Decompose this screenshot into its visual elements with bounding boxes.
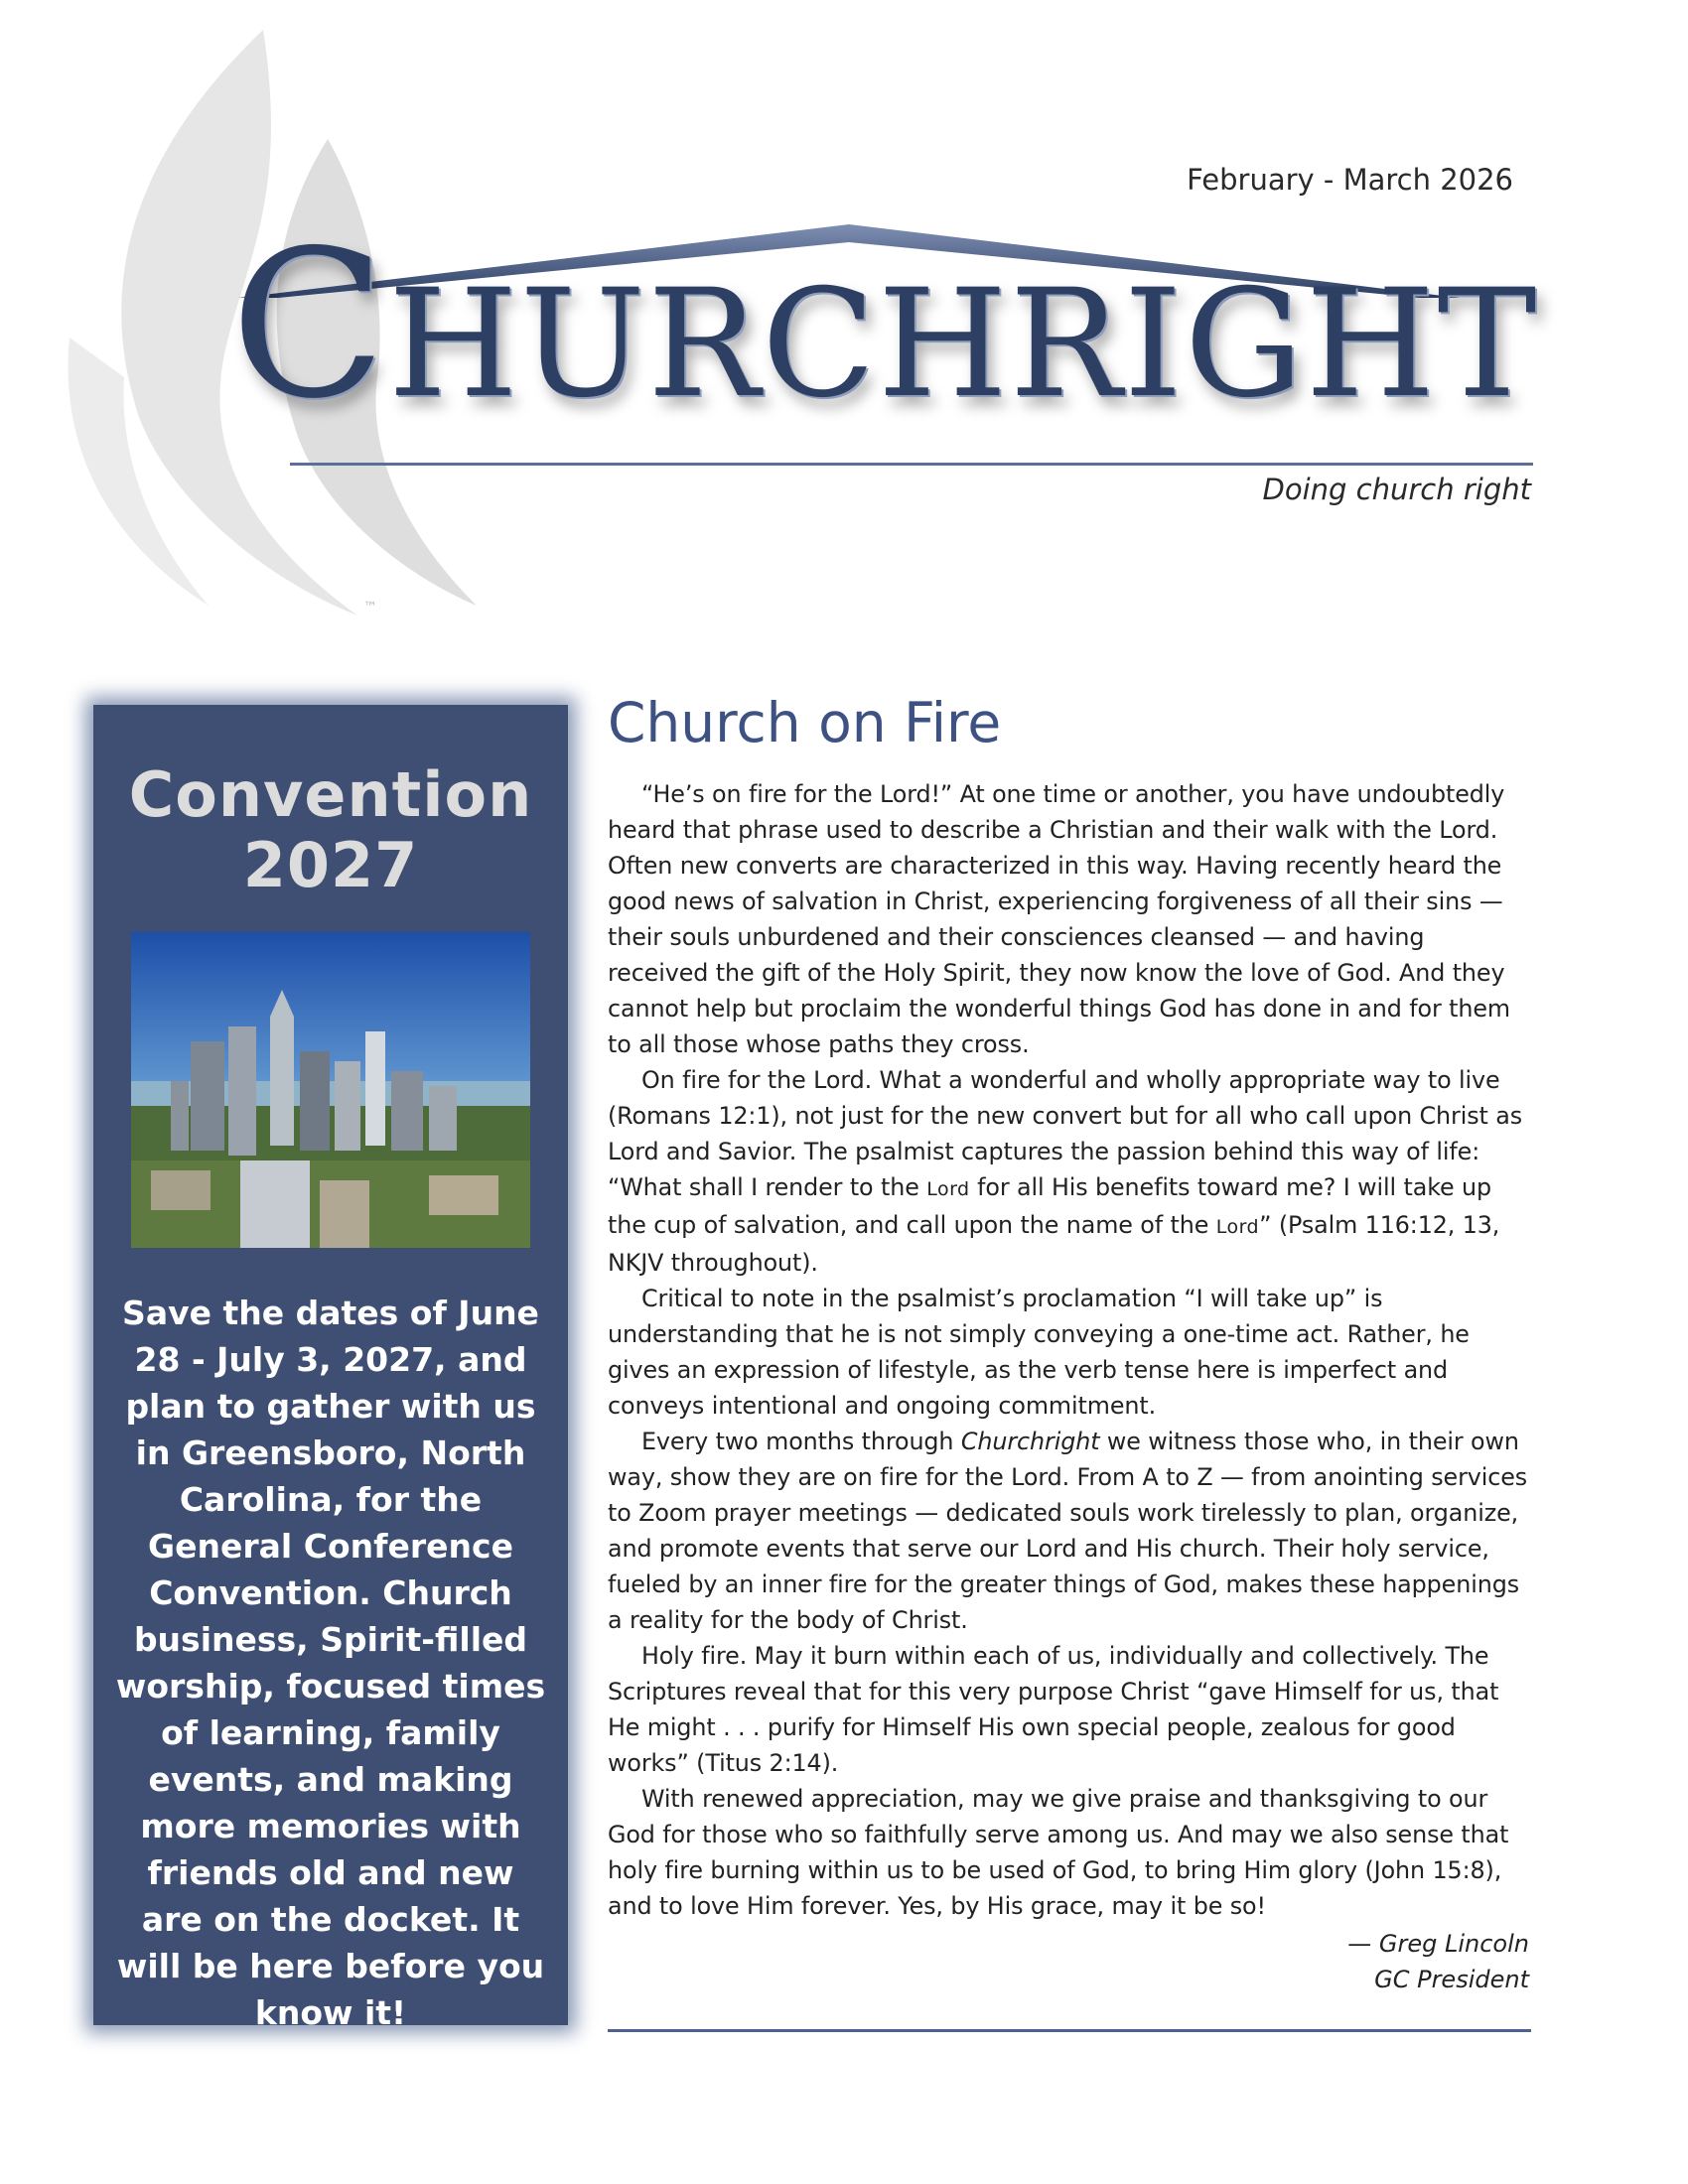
paragraph-text: ” (Psalm 116:12, 13, NKJV throughout). xyxy=(608,1211,1500,1277)
paragraph-text: we witness those who, in their own way, show they are on fire for the Lord. From A to Z — from anointing services to Zoom prayer meetings — dedicated souls work tirelessly to plan, organize, and promote events that serve our Lord and His church. Their holy service, fueled by an inner fire for the greater things of God, makes these happenings a reality for the body of Christ. xyxy=(608,1428,1528,1634)
article-paragraph: With renewed appreciation, may we give praise and thanksgiving to our God for those who so faithfully serve among us. And may we also sense that holy fire burning within us to be used of God, to bring Him glory (John 15:8), and to love Him forever. Yes, by His grace, may it be so! xyxy=(608,1785,1509,1920)
article-title: Church on Fire xyxy=(608,691,1002,754)
article-paragraph: Critical to note in the psalmist’s proclamation “I will take up” is understanding that he is not simply conveying a one-time act. Rather, he gives an expression of lifestyle, as the verb tense here is imperfect and conveys intentional and ongoing commitment. xyxy=(608,1285,1470,1420)
convention-title: Convention 2027 xyxy=(128,758,533,901)
paragraph-text: On fire for the Lord. What a wonderful and wholly appropriate way to live (Romans 12:1), not just for the new convert but for all who call upon Christ as Lord and Savior. The psalmist captures the passion behind this way of life: “What shall I render to the xyxy=(608,1066,1522,1201)
convention-sidebar xyxy=(93,705,568,2033)
masthead-rest: HURCHRIGHT xyxy=(387,258,1539,431)
lord-small-caps: Lord xyxy=(926,1178,970,1200)
lord-small-caps: Lord xyxy=(1215,1216,1260,1238)
paragraph-text: Every two months through xyxy=(641,1428,961,1455)
article-paragraph: “He’s on fire for the Lord!” At one time or another, you have undoubtedly heard that phrase used to describe a Christian and their walk with the Lord. Often new converts are characterized in this way. Having recently heard the good news of salvation in Christ, experiencing forgiveness of all their sins — their souls unburdened and their consciences cleansed — and having received the gift of the Holy Spirit, they now know the love of God. And they cannot help but proclaim the wonderful things God has done in and for them to all those whose paths they cross. xyxy=(608,780,1510,1058)
tagline: Doing church right xyxy=(1262,473,1531,506)
issue-date: February - March 2026 xyxy=(1187,163,1513,197)
article-paragraph xyxy=(608,1424,1529,1638)
article-paragraph: Holy fire. May it burn within each of us, individually and collectively. The Scriptures reveal that for this very purpose Christ “gave Himself for us, that He might . . . purify for Himself His own special people, zealous for good works” (Titus 2:14). xyxy=(608,1642,1499,1777)
publication-name: Churchright xyxy=(960,1428,1100,1455)
article-paragraph xyxy=(608,1062,1529,1281)
masthead-initial: C xyxy=(230,207,388,444)
author-name: — Greg Lincoln xyxy=(1347,1930,1529,1958)
city-skyline-photo xyxy=(131,932,530,1248)
signature xyxy=(608,1926,1529,1997)
author-title: GC President xyxy=(1374,1966,1529,1993)
article-bottom-divider xyxy=(608,2029,1531,2032)
article xyxy=(608,691,1529,1997)
trademark-symbol: ™ xyxy=(363,600,377,615)
masthead-divider xyxy=(290,463,1533,466)
paragraph-text: for all His benefits toward me? I will take up the cup of salvation, and call upon the name of the xyxy=(608,1173,1492,1239)
masthead-title xyxy=(230,207,1539,444)
convention-description: Save the dates of June 28 - July 3, 2027, and plan to gather with us in Greensboro, North Carolina, for the General Conference Convention. Church business, Spirit-filled worship, focused times of learning, family events, and making more memories with friends old and new are on the docket. It will be here before you know it! xyxy=(115,1294,546,2033)
